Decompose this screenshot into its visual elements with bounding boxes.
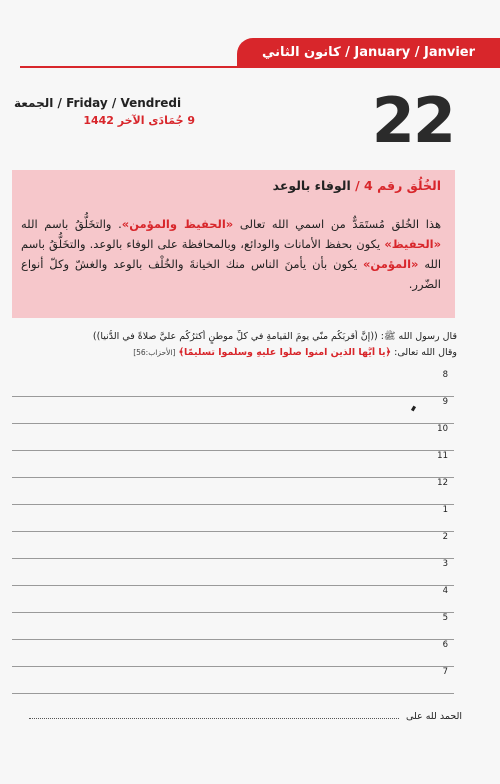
ayah-intro: وقال الله تعالى: xyxy=(394,347,457,358)
hour-row[interactable] xyxy=(12,532,454,559)
hour-row[interactable] xyxy=(12,586,454,613)
divine-names: «الحفيظ والمؤمن» xyxy=(121,217,234,231)
divine-name-hafeez: «الحفيظ» xyxy=(384,237,442,251)
hour-row[interactable] xyxy=(12,505,454,532)
hour-label: 4 xyxy=(442,586,448,596)
hour-row[interactable] xyxy=(12,613,454,640)
hour-row[interactable] xyxy=(12,370,454,397)
virtue-box xyxy=(12,170,455,318)
hour-row[interactable] xyxy=(12,451,454,478)
gratitude-label: الحمد لله على xyxy=(405,711,462,722)
hadith-text: ((إنَّ أقربَكُم منّي يومَ القيامةِ في كلِّ موطنٍ أكثرُكُم عليَّ صلاةً في الدُّنيا)) xyxy=(92,331,378,342)
ayah-reference: [الأحزاب:56] xyxy=(133,348,176,357)
hadith-line xyxy=(12,330,457,344)
hour-label: 9 xyxy=(442,397,448,407)
month-banner xyxy=(237,38,500,66)
header-rule xyxy=(20,66,500,68)
gratitude-line[interactable] xyxy=(12,710,462,726)
hour-label: 12 xyxy=(437,478,448,488)
hour-row[interactable] xyxy=(12,478,454,505)
virtue-text-part: يكون بأن يأمنَ الناس منك الخيانةَ والخُلْف بالوعد والغشّ وكلّ أنواع الضّرر. xyxy=(21,257,441,291)
hour-row[interactable] xyxy=(12,667,454,694)
hijri-date: 9 جُمَادَى الآخر 1442 xyxy=(83,114,195,127)
virtue-name: الوفاء بالوعد xyxy=(272,178,351,193)
hour-label: 5 xyxy=(442,613,448,623)
hour-label: 3 xyxy=(442,559,448,569)
hour-label: 11 xyxy=(437,451,448,461)
day-number: 22 xyxy=(371,84,454,157)
virtue-text-part: يكون بحفظ الأمانات والودائع، وبالمحافظة على الوفاء بالوعد. والتخَلُّقُ باسم الله xyxy=(21,237,442,271)
hour-label: 7 xyxy=(442,667,448,677)
hour-label: 10 xyxy=(437,424,448,434)
hour-label: 6 xyxy=(442,640,448,650)
hour-label: 2 xyxy=(442,532,448,542)
divine-name-mumin: «المؤمن» xyxy=(362,257,419,271)
virtue-text xyxy=(21,214,441,294)
ayah-text: ﴿يا أيُّها الذين آمنوا صلُّوا عليهِ وسلِّموا تسليمًا﴾ xyxy=(178,347,392,358)
gratitude-dotted-line xyxy=(29,710,399,719)
weekday-label: الجمعة / Friday / Vendredi xyxy=(14,96,182,110)
hour-row[interactable] xyxy=(12,424,454,451)
hadith-intro: قال رسول الله ﷺ: xyxy=(380,331,457,342)
hour-row[interactable] xyxy=(12,559,454,586)
virtue-text-part: هذا الخُلق مُستَمَدٌّ من اسمي الله تعالى xyxy=(239,217,442,231)
hour-row[interactable] xyxy=(12,397,454,424)
virtue-number: الخُلُق رقم 4 / xyxy=(355,178,441,193)
hour-label: 8 xyxy=(442,370,448,380)
month-banner-text: كانون الثاني / January / Janvier xyxy=(261,44,476,60)
virtue-text-part: والتخَلُّقُ باسم الله xyxy=(21,217,112,231)
hour-row[interactable] xyxy=(12,640,454,667)
virtue-title xyxy=(21,178,441,193)
ayah-line xyxy=(12,347,457,358)
hour-label: 1 xyxy=(442,505,448,515)
virtue-text-part: . xyxy=(118,217,122,231)
